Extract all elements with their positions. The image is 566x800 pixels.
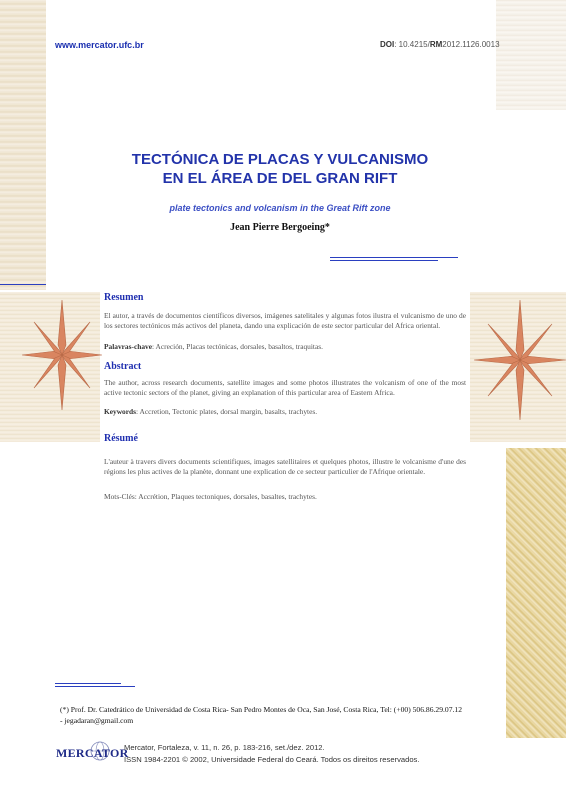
publication-issn: ISSN 1984-2201 © 2002, Universidade Federal do Ceará. Todos os direitos reservados. — [124, 755, 420, 764]
doi-label: DOI — [380, 40, 395, 49]
footnote-affiliation: (*) Prof. Dr. Catedrático de Universidad de Costa Rica- San Pedro Montes de Oca, San José, Costa Rica, Tel: (+00) 506.86.29.07.12 — [60, 705, 462, 714]
resume-keywords-text: : Accrétion, Plaques tectoniques, dorsales, basaltes, trachytes. — [134, 492, 317, 501]
footnote-email[interactable]: - jegadaran@gmail.com — [60, 716, 134, 725]
author-footnote — [60, 704, 520, 726]
resume-body: L'auteur à travers divers documents scientifiques, images satellitaires et quelques photos, illustre le volcanisme d'une des régions les plus actives de la planète, donnant une explication de ce secteur particulier de l'Afrique orientale. — [104, 457, 466, 476]
abstract-keywords-label: Keywords — [104, 407, 137, 416]
decorative-strip-right-bottom — [506, 448, 566, 738]
decorative-strip-left — [0, 0, 46, 290]
doi-rest: 2012.1126.0013 — [442, 40, 500, 49]
abstract-heading: Abstract — [104, 361, 142, 372]
publication-citation: Mercator, Fortaleza, v. 11, n. 26, p. 183-216, set./dez. 2012. — [124, 743, 325, 752]
resumen-keywords — [104, 342, 466, 352]
decorative-strip-right-top — [496, 0, 566, 110]
abstract-keywords-text: : Accretion, Tectonic plates, dorsal margin, basalts, trachytes. — [136, 407, 318, 416]
resume-heading: Résumé — [104, 433, 138, 444]
footnote-rule — [55, 683, 121, 684]
divider-rule — [0, 284, 46, 285]
abstract-body: The author, across research documents, satellite images and some photos illustrates the volcanism of one of the most active tectonic sectors of the planet, giving an explanation of this particular area of Eastern Africa. — [104, 378, 466, 397]
mercator-logo-text: MERCATOR — [56, 746, 129, 760]
resumen-keywords-label: Palavras-chave — [104, 342, 153, 351]
resumen-heading: Resumen — [104, 292, 144, 303]
doi-value: : 10.4215/ — [394, 40, 430, 49]
paper-subtitle: plate tectonics and volcanism in the Great Rift zone — [169, 203, 391, 213]
paper-title-line-1: TECTÓNICA DE PLACAS Y VULCANISMO — [131, 151, 429, 168]
author-name: Jean Pierre Bergoeing* — [230, 222, 330, 233]
resume-keywords-label: Mots-Clés — [104, 492, 135, 501]
divider-rule — [330, 260, 438, 261]
doi-rm: RM — [429, 40, 443, 49]
journal-website-link[interactable]: www.mercator.ufc.br — [55, 40, 144, 50]
divider-rule — [330, 257, 458, 258]
resume-keywords — [104, 492, 466, 502]
abstract-keywords — [104, 407, 466, 417]
resumen-body: El autor, a través de documentos científicos diversos, imágenes satelitales y algunas fotos ilustra el vulcanismo de uno de los sectores tectónicos más activos del planeta, dando una explicación de este sector particular del Africa oriental. — [104, 311, 466, 330]
compass-rose-right-icon — [474, 300, 566, 420]
paper-title-line-2: EN EL ÁREA DE DEL GRAN RIFT — [162, 170, 398, 187]
footnote-rule — [55, 686, 135, 687]
compass-rose-left-icon — [22, 300, 102, 410]
doi-line — [380, 40, 500, 49]
resumen-keywords-text: : Acreción, Placas tectónicas, dorsales, basaltos, traquitas. — [152, 342, 323, 351]
